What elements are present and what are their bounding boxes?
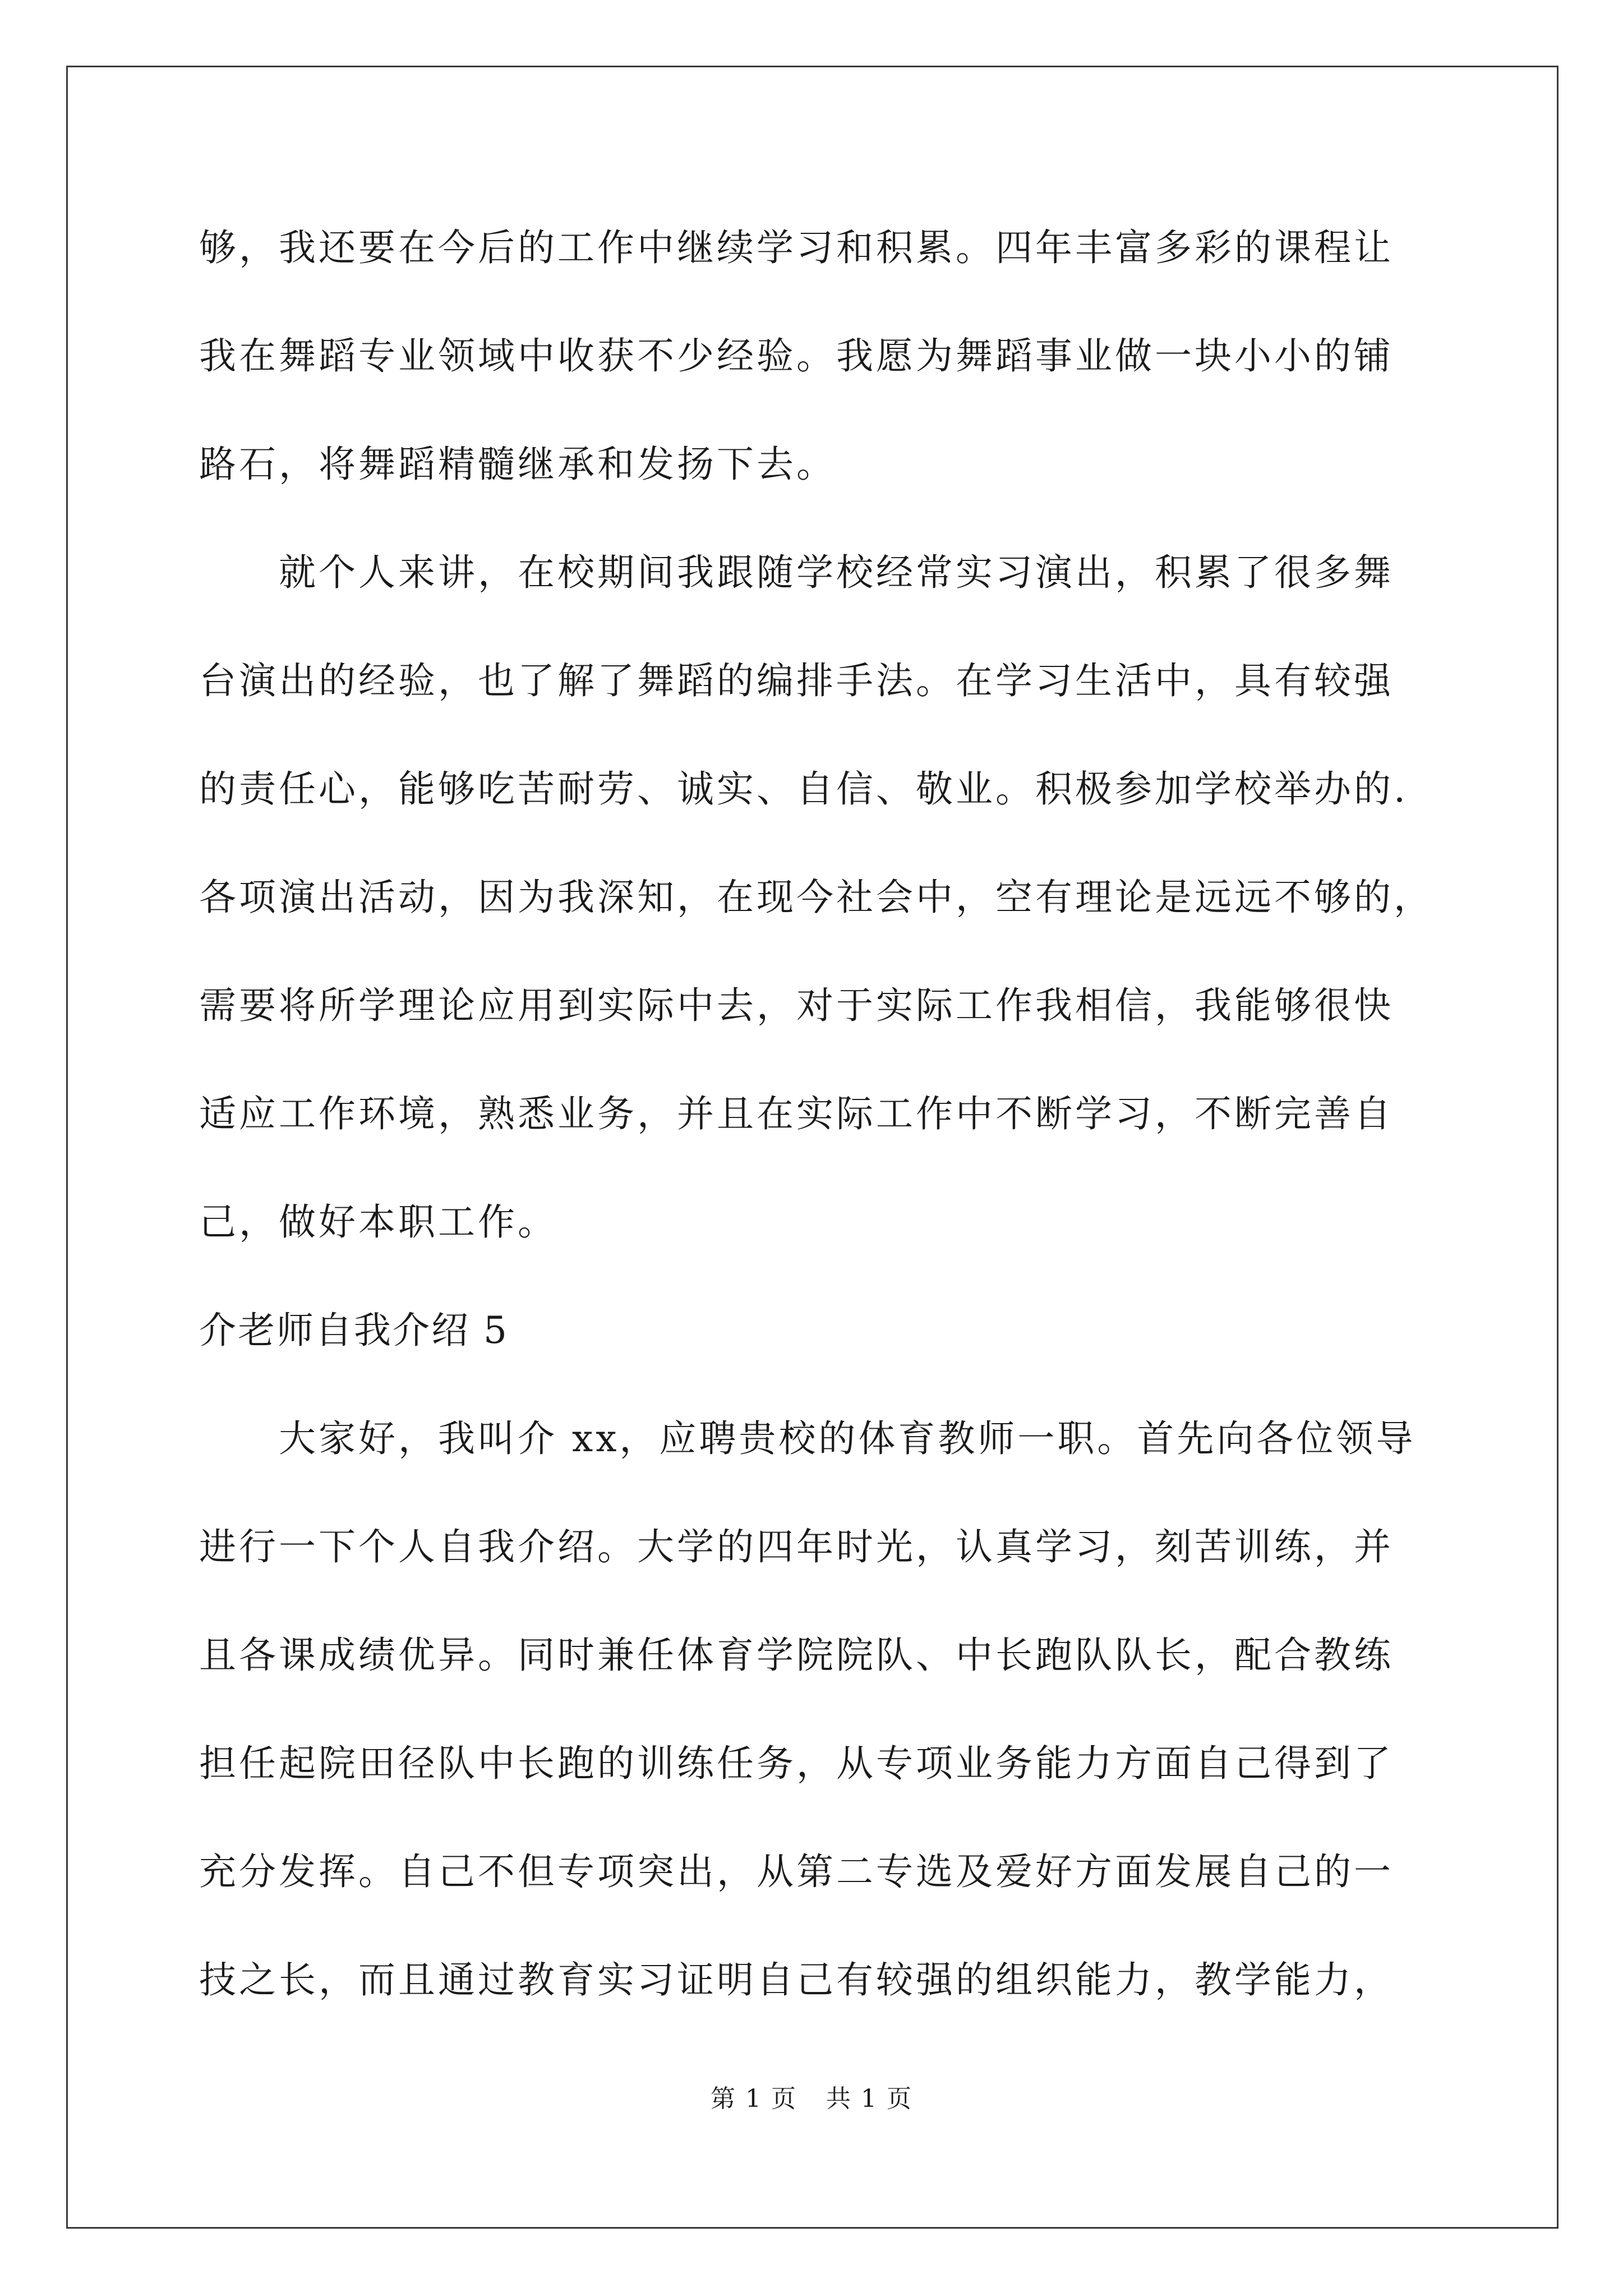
text-line: 大家好，我叫介 xx，应聘贵校的体育教师一职。首先向各位领导 (279, 1417, 1416, 1460)
text-line: 需要将所学理论应用到实际中去，对于实际工作我相信，我能够很快 (199, 984, 1394, 1027)
text-line: 且各课成绩优异。同时兼任体育学院院队、中长跑队队长，配合教练 (199, 1634, 1394, 1677)
text-line: 我在舞蹈专业领域中收获不少经验。我愿为舞蹈事业做一块小小的铺 (199, 334, 1394, 378)
page-number-current: 第 1 页 (711, 2085, 797, 2113)
text-line: 各项演出活动，因为我深知，在现今社会中，空有理论是远远不够的， (199, 876, 1433, 919)
text-line: 进行一下个人自我介绍。大学的四年时光，认真学习，刻苦训练，并 (199, 1525, 1394, 1568)
text-line: 充分发挥。自己不但专项突出，从第二专选及爱好方面发展自己的一 (199, 1850, 1394, 1893)
text-line: 己，做好本职工作。 (199, 1200, 557, 1244)
text-line: 技之长，而且通过教育实习证明自己有较强的组织能力，教学能力， (199, 1958, 1394, 2001)
text-line: 够，我还要在今后的工作中继续学习和积累。四年丰富多彩的课程让 (199, 226, 1394, 269)
text-line: 的责任心，能够吃苦耐劳、诚实、自信、敬业。积极参加学校举办的. (199, 767, 1408, 811)
page-number-total: 共 1 页 (826, 2085, 912, 2113)
text-line: 适应工作环境，熟悉业务，并且在实际工作中不断学习，不断完善自 (199, 1092, 1394, 1135)
section-heading: 介老师自我介绍 5 (199, 1309, 509, 1352)
text-line: 担任起院田径队中长跑的训练任务，从专项业务能力方面自己得到了 (199, 1742, 1394, 1785)
text-line: 路石，将舞蹈精髓继承和发扬下去。 (199, 443, 836, 486)
page-footer (0, 2078, 1623, 2114)
text-line: 台演出的经验，也了解了舞蹈的编排手法。在学习生活中，具有较强 (199, 659, 1394, 702)
text-line: 就个人来讲，在校期间我跟随学校经常实习演出，积累了很多舞 (279, 551, 1394, 594)
document-body (199, 203, 1450, 2044)
